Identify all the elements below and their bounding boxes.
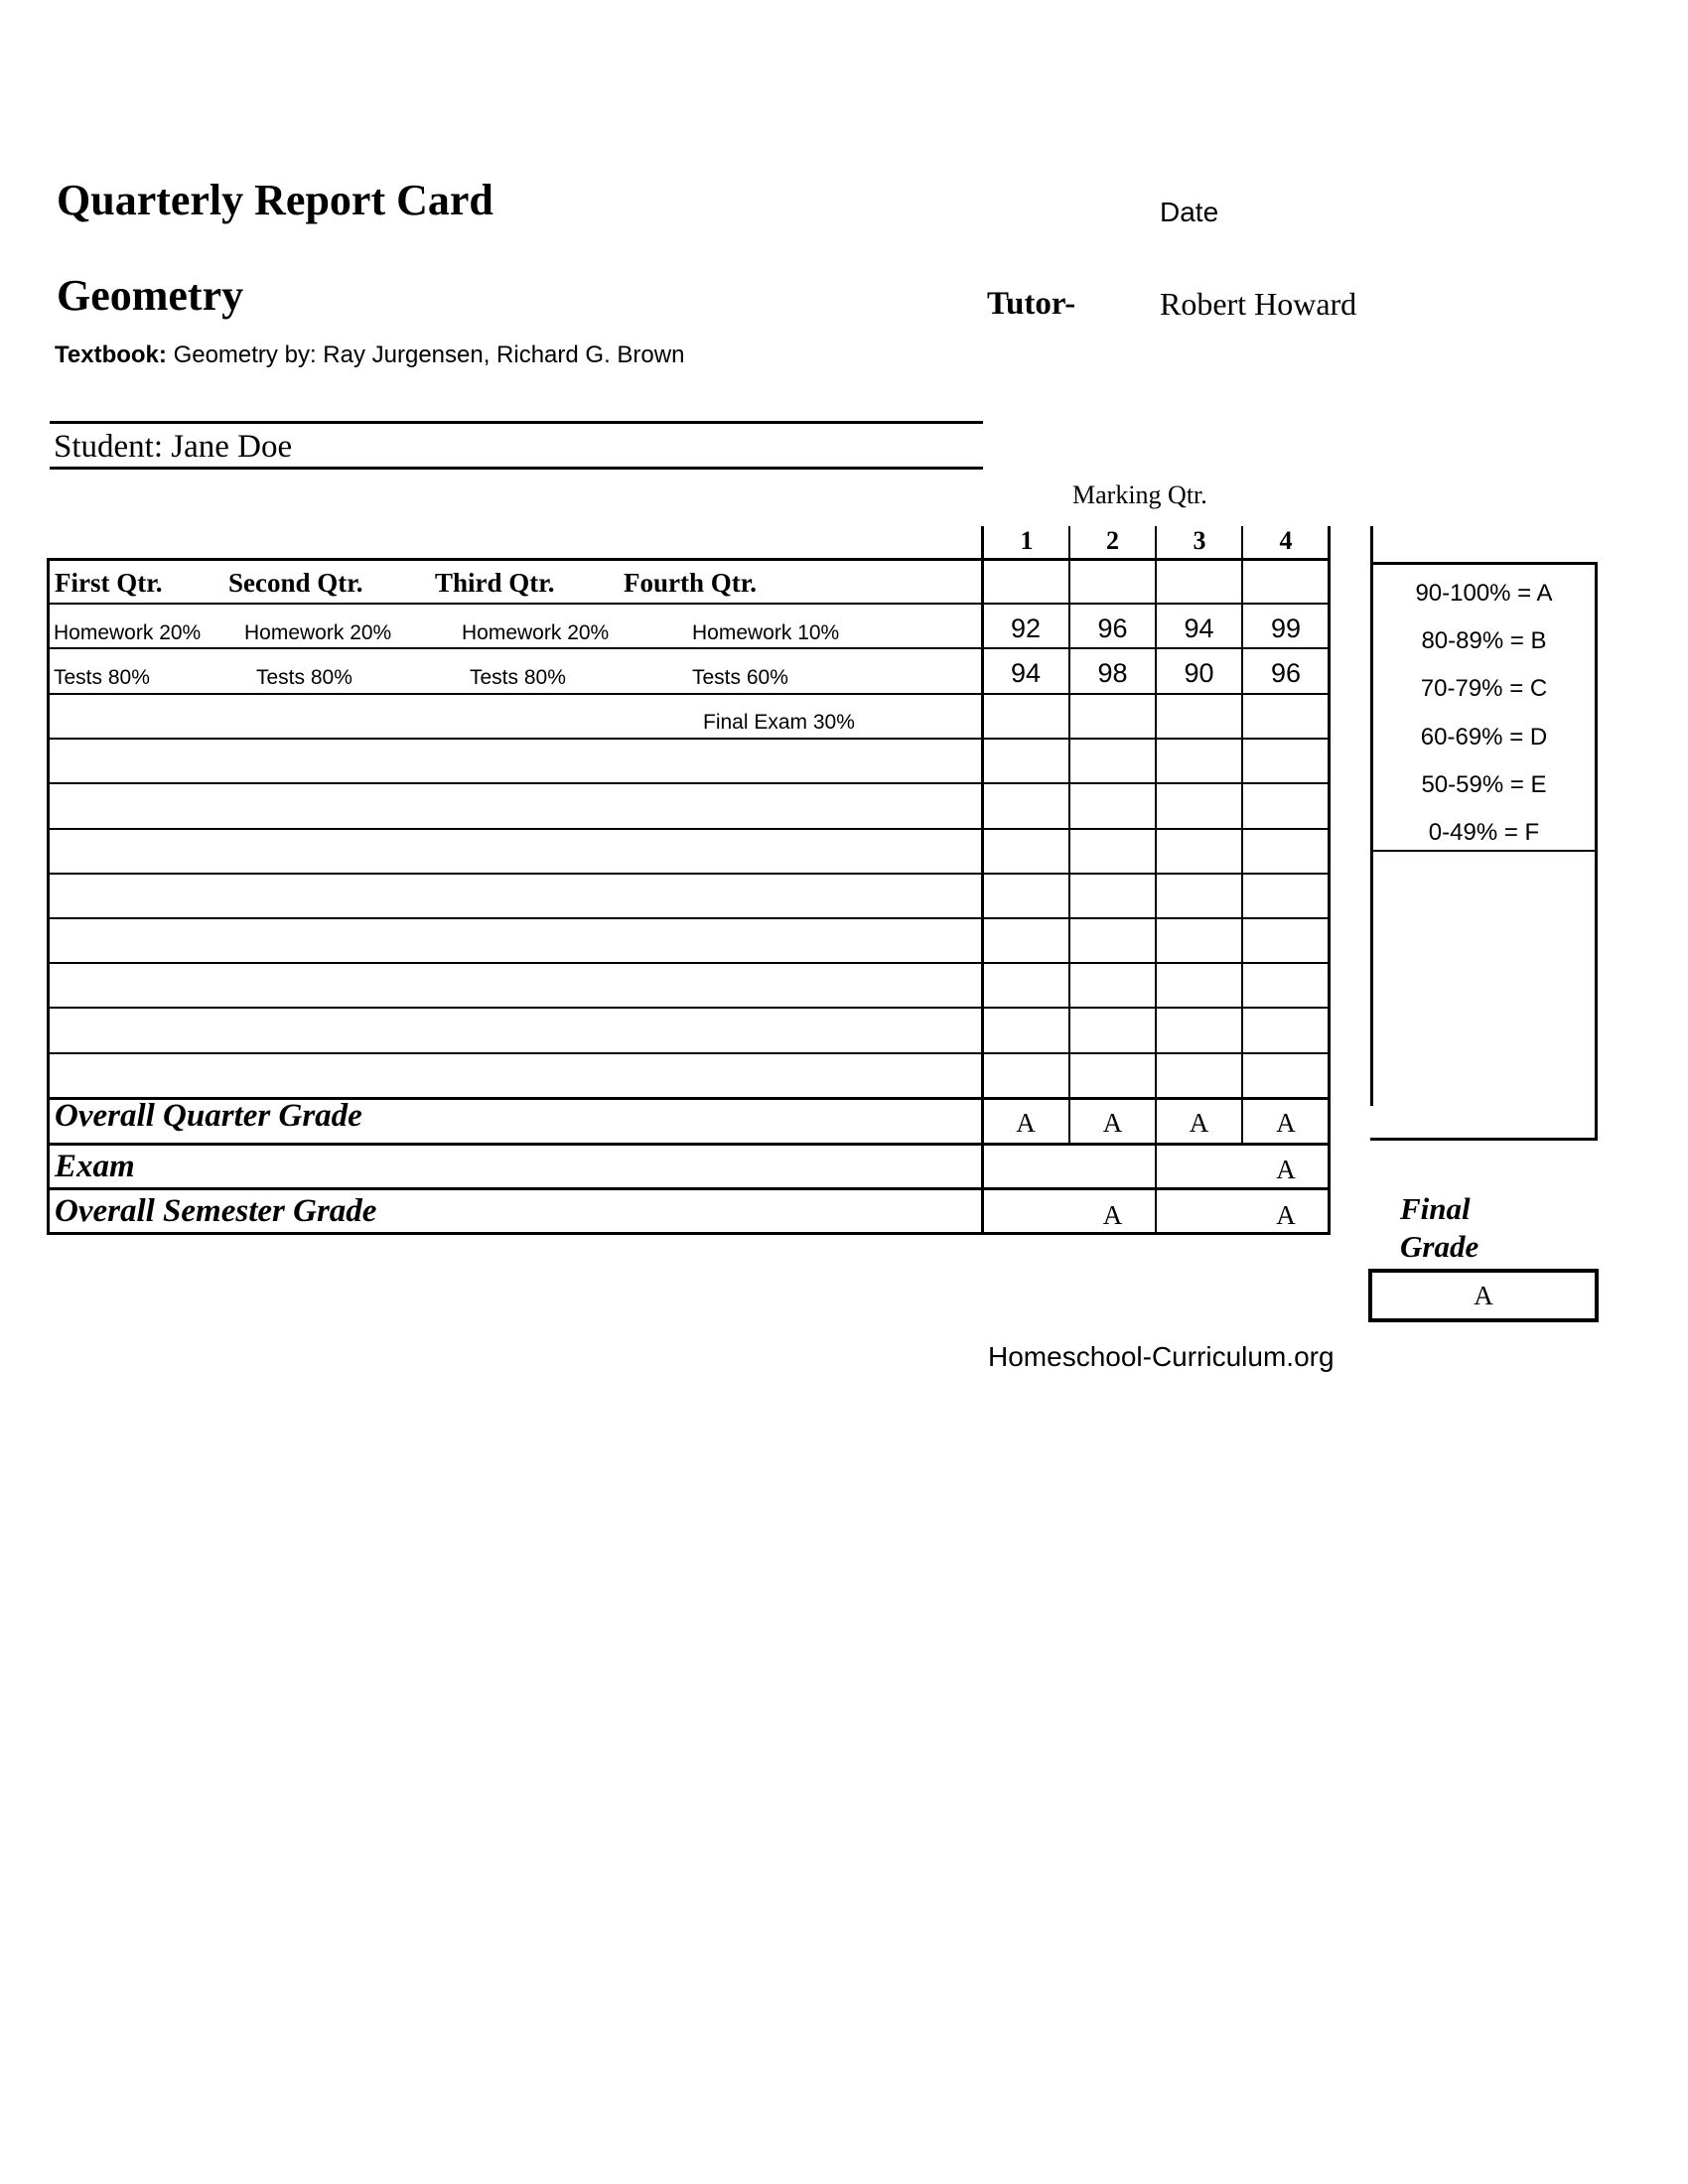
exam-label: Exam [55,1149,135,1184]
final-exam-weight: Final Exam 30% [703,711,855,734]
homework-weight-q1: Homework 20% [54,621,202,644]
homework-score-q3: 94 [1184,614,1214,643]
row-line [47,558,1330,561]
row-line [47,873,1330,875]
test-score-q4: 96 [1270,658,1302,688]
row-line [47,1007,1330,1009]
row-line [47,693,1330,695]
row-line [47,647,1330,649]
final-grade-box [1368,1269,1599,1322]
student-bottom-rule [50,467,983,470]
homework-weight-q3: Homework 20% [462,621,610,644]
row-line [47,1232,1330,1235]
student-name: Student: Jane Doe [54,429,293,465]
row-line [47,917,1330,919]
exam-grade: A [1276,1155,1296,1184]
quarter-grade-q4: A [1276,1108,1296,1138]
marking-qtr-2: 2 [1106,526,1119,555]
tests-weight-q4: Tests 60% [692,666,788,689]
quarter-grade-q3: A [1189,1108,1209,1138]
tutor-label: Tutor- [987,286,1076,322]
test-score-q3: 90 [1184,658,1214,688]
marking-qtr-4: 4 [1279,526,1293,555]
quarter-grade-q1: A [1016,1108,1036,1138]
quarter-grade-q2: A [1102,1108,1123,1138]
row-line [47,738,1330,740]
test-score-q2: 98 [1097,658,1128,688]
final-grade-label-line1: Final [1400,1191,1471,1226]
fourth-qtr-header: Fourth Qtr. [624,568,757,598]
homework-score-q1: 92 [1010,614,1042,643]
tests-weight-q1: Tests 80% [54,666,150,689]
row-line [47,1052,1330,1054]
homework-weight-q2: Homework 20% [244,621,392,644]
tutor-name: Robert Howard [1160,286,1357,322]
marking-qtr-1: 1 [1020,526,1034,555]
textbook-line [55,341,684,369]
tests-weight-q2: Tests 80% [256,666,352,689]
row-line [47,828,1330,830]
marking-qtr-3: 3 [1193,526,1206,555]
scale-item: 90-100% = A [1415,580,1553,607]
homework-score-q4: 99 [1270,614,1302,643]
first-qtr-header: First Qtr. [55,568,163,598]
subject-title: Geometry [57,271,244,320]
final-grade-value: A [1474,1281,1493,1310]
tests-weight-q3: Tests 80% [470,666,566,689]
textbook-value: Geometry by: Ray Jurgensen, Richard G. Brown [173,341,685,368]
date-label: Date [1160,197,1219,227]
page-title: Quarterly Report Card [57,176,493,224]
test-score-q1: 94 [1010,658,1042,688]
scale-top-rule [1370,562,1598,565]
scale-mid-rule [1370,850,1598,852]
scale-item: 70-79% = C [1420,675,1548,702]
footer-site: Homeschool-Curriculum.org [988,1341,1335,1372]
scale-left-rule [1370,526,1373,1106]
scale-item: 80-89% = B [1421,627,1547,654]
homework-weight-q4: Homework 10% [692,621,840,644]
row-line [47,962,1330,964]
semester-grade-1: A [1102,1200,1123,1230]
row-line [47,1187,1330,1190]
final-grade-label-line2: Grade [1400,1229,1479,1264]
row-line [47,603,1330,605]
col-line [47,558,50,1235]
scale-item: 60-69% = D [1420,724,1548,751]
scale-bottom-rule [1370,1138,1598,1141]
overall-semester-label: Overall Semester Grade [55,1193,377,1229]
scale-item: 0-49% = F [1428,819,1540,846]
overall-quarter-label: Overall Quarter Grade [55,1098,362,1134]
second-qtr-header: Second Qtr. [228,568,363,598]
third-qtr-header: Third Qtr. [435,568,555,598]
row-line [47,782,1330,784]
semester-grade-2: A [1276,1200,1296,1230]
row-line [47,1143,1330,1146]
textbook-label: Textbook: [55,341,167,368]
homework-score-q2: 96 [1097,614,1128,643]
scale-item: 50-59% = E [1421,771,1547,798]
marking-qtr-label: Marking Qtr. [1072,480,1207,509]
student-top-rule [50,421,983,424]
